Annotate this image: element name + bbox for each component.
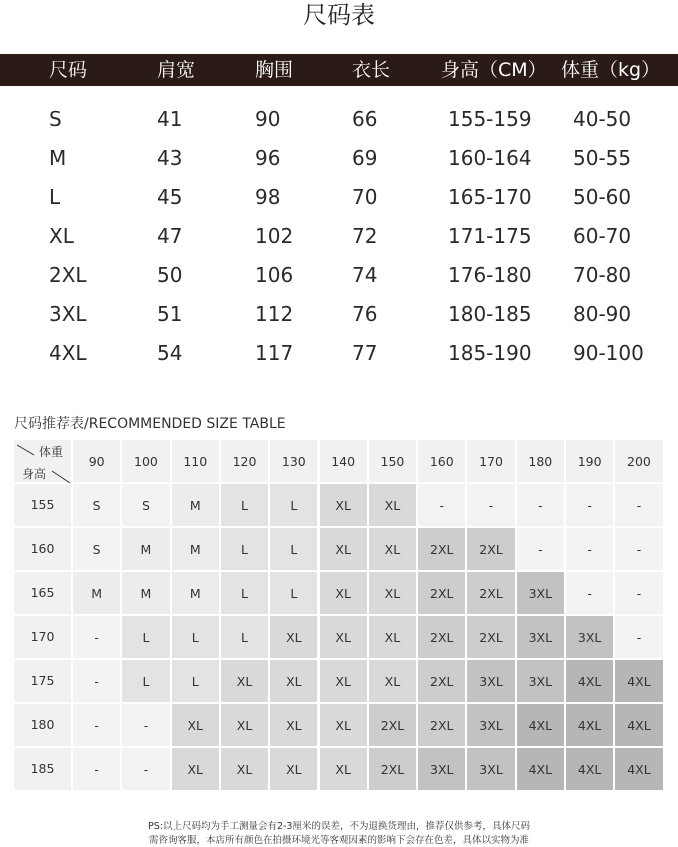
cell-chest: 96 [255,146,281,170]
size-cell: 3XL [517,572,566,616]
cell-size: 2XL [49,263,87,287]
size-cell: L [270,484,319,528]
size-cell: XL [369,528,418,572]
header-shoulder: 肩宽 [157,59,196,81]
weight-header-cell: 140 [320,440,369,484]
size-cell: 2XL [418,616,467,660]
weight-header-cell: 190 [566,440,615,484]
cell-length: 70 [352,185,378,209]
size-cell: M [172,528,221,572]
cell-chest: 117 [255,341,294,365]
size-cell: XL [221,660,270,704]
size-cell: - [73,616,122,660]
size-cell: XL [270,704,319,748]
weight-header-cell: 200 [615,440,664,484]
size-cell: L [270,572,319,616]
table-row [0,260,678,290]
size-cell: 4XL [566,704,615,748]
cell-size: 4XL [49,341,87,365]
header-size: 尺码 [49,59,88,81]
cell-height: 180-185 [448,302,532,326]
size-cell: L [221,616,270,660]
cell-height: 160-164 [448,146,532,170]
cell-shoulder: 51 [157,302,183,326]
size-cell: XL [369,616,418,660]
weight-header-cell: 130 [270,440,319,484]
cell-weight: 50-60 [573,185,632,209]
size-cell: XL [270,660,319,704]
recommended-table-title: 尺码推荐表/RECOMMENDED SIZE TABLE [14,416,286,432]
size-cell: - [566,484,615,528]
cell-height: 185-190 [448,341,532,365]
cell-chest: 102 [255,224,294,248]
size-cell: XL [172,748,221,792]
size-cell: - [467,484,516,528]
size-cell: XL [221,748,270,792]
weight-header-cell: 180 [517,440,566,484]
cell-size: XL [49,224,74,248]
cell-shoulder: 54 [157,341,183,365]
size-cell: XL [270,748,319,792]
size-cell: XL [369,572,418,616]
table-row [0,182,678,212]
height-header-cell: 160 [14,528,73,572]
cell-height: 171-175 [448,224,532,248]
size-cell: 2XL [467,616,516,660]
cell-chest: 112 [255,302,294,326]
size-cell: XL [320,484,369,528]
size-cell: 4XL [566,748,615,792]
size-cell: 2XL [418,572,467,616]
size-cell: XL [320,748,369,792]
cell-size: M [49,146,67,170]
size-cell: XL [369,660,418,704]
size-cell: 2XL [467,528,516,572]
cell-height: 176-180 [448,263,532,287]
size-cell: - [418,484,467,528]
size-cell: L [221,572,270,616]
size-cell: 2XL [369,748,418,792]
size-cell: 2XL [467,572,516,616]
size-cell: XL [172,704,221,748]
cell-height: 165-170 [448,185,532,209]
cell-weight: 80-90 [573,302,632,326]
header-chest: 胸围 [255,59,294,81]
size-cell: XL [320,704,369,748]
size-cell: L [172,660,221,704]
cell-length: 77 [352,341,378,365]
cell-height: 155-159 [448,107,532,131]
size-cell: XL [369,484,418,528]
height-header-cell: 165 [14,572,73,616]
cell-shoulder: 41 [157,107,183,131]
size-cell: 2XL [418,528,467,572]
size-cell: - [615,484,664,528]
size-cell: - [615,572,664,616]
size-cell: 3XL [517,660,566,704]
cell-length: 69 [352,146,378,170]
size-cell: - [73,704,122,748]
note-line-1: PS:以上尺码均为手工测量会有2-3厘米的误差，不为退换货理由，推荐仅供参考，具体尺码 [148,821,530,832]
corner-height-label: 身高 [22,467,47,481]
size-cell: 2XL [418,704,467,748]
height-header-cell: 180 [14,704,73,748]
corner-weight-label: 体重 [39,445,64,459]
size-cell: 4XL [615,660,664,704]
cell-chest: 106 [255,263,294,287]
cell-weight: 60-70 [573,224,632,248]
size-cell: - [517,528,566,572]
size-cell: XL [320,616,369,660]
size-cell: S [73,528,122,572]
size-cell: - [73,660,122,704]
cell-length: 74 [352,263,378,287]
height-header-cell: 170 [14,616,73,660]
cell-weight: 50-55 [573,146,632,170]
size-cell: 4XL [517,704,566,748]
size-cell: - [615,616,664,660]
size-cell: 3XL [467,704,516,748]
size-cell: L [122,616,171,660]
weight-header-cell: 100 [122,440,171,484]
cell-size: S [49,107,62,131]
size-cell: 4XL [615,748,664,792]
size-cell: 4XL [566,660,615,704]
cell-length: 66 [352,107,378,131]
size-cell: - [122,748,171,792]
header-length: 衣长 [352,59,391,81]
size-cell: L [221,484,270,528]
height-header-cell: 185 [14,748,73,792]
size-table-header [0,54,678,86]
size-cell: 3XL [566,616,615,660]
size-cell: XL [270,616,319,660]
header-height: 身高（CM） [441,59,547,81]
weight-header-cell: 110 [172,440,221,484]
size-cell: - [73,748,122,792]
size-cell: 3XL [467,748,516,792]
size-cell: - [566,528,615,572]
cell-weight: 90-100 [573,341,644,365]
cell-shoulder: 50 [157,263,183,287]
weight-header-cell: 120 [221,440,270,484]
size-cell: 3XL [467,660,516,704]
size-cell: XL [221,704,270,748]
cell-chest: 98 [255,185,281,209]
size-cell: 2XL [418,660,467,704]
size-cell: XL [320,528,369,572]
header-weight: 体重（kg） [561,59,661,81]
size-cell: M [122,572,171,616]
height-header-cell: 155 [14,484,73,528]
cell-length: 76 [352,302,378,326]
cell-weight: 40-50 [573,107,632,131]
page-title: 尺码表 [303,1,375,29]
cell-shoulder: 43 [157,146,183,170]
cell-size: 3XL [49,302,87,326]
size-cell: S [122,484,171,528]
size-cell: M [73,572,122,616]
size-cell: XL [320,572,369,616]
size-cell: 3XL [418,748,467,792]
weight-header-cell: 90 [73,440,122,484]
table-row [0,338,678,368]
cell-weight: 70-80 [573,263,632,287]
size-cell: 2XL [369,704,418,748]
size-cell: L [122,660,171,704]
cell-shoulder: 45 [157,185,183,209]
size-cell: L [221,528,270,572]
cell-chest: 90 [255,107,281,131]
size-cell: L [270,528,319,572]
weight-header-cell: 160 [418,440,467,484]
table-row [0,143,678,173]
size-cell: - [566,572,615,616]
cell-size: L [49,185,61,209]
size-cell: L [172,616,221,660]
size-cell: - [122,704,171,748]
size-cell: M [122,528,171,572]
weight-header-cell: 150 [369,440,418,484]
size-cell: 4XL [517,748,566,792]
size-cell: M [172,572,221,616]
size-cell: S [73,484,122,528]
note-line-2: 需咨询客服，本店所有颜色在拍摄环境光等客观因素的影响下会存在色差，具体以实物为准 [148,835,529,846]
size-cell: XL [320,660,369,704]
table-row [0,299,678,329]
size-cell: 4XL [615,704,664,748]
height-header-cell: 175 [14,660,73,704]
grid-corner [14,440,73,484]
size-cell: M [172,484,221,528]
size-cell: - [615,528,664,572]
cell-shoulder: 47 [157,224,183,248]
table-row [0,104,678,134]
table-row [0,221,678,251]
size-cell: - [517,484,566,528]
weight-header-cell: 170 [467,440,516,484]
size-cell: 3XL [517,616,566,660]
cell-length: 72 [352,224,378,248]
